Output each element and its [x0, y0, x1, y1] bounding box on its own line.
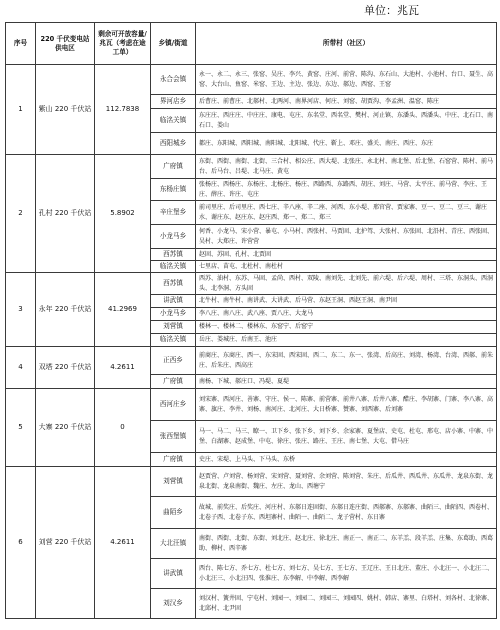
- capacity-table: [5, 22, 497, 619]
- table-row: [6, 467, 497, 497]
- table-container: [5, 22, 497, 628]
- town-name: 小龙马乡: [151, 225, 196, 249]
- substation-name: 刘营 220 千伏站: [36, 467, 95, 619]
- village-list: 前司里庄、后司里庄、西七庄、辛八座、辛二座、河西、东小堤、邢官营、贾家寨、豆一、豆二、豆三、谢庄水、谢庄东、赵庄东、赵庄西、郑一、郑二、郑三: [196, 201, 497, 225]
- town-name: 刘营镇: [151, 467, 196, 497]
- village-list: 史庄、宋堤、上马头、下马头、东桥: [196, 453, 497, 467]
- village-list: 赵贾营、卢刘营、杨刘营、宋刘营、聂刘营、余刘营、陈刘营、朱庄、后瓜井、西瓜井、东瓜井、龙泉东街、龙泉北街、龙泉南街、魏庄、左庄、龙山、西塘宁: [196, 467, 497, 497]
- substation-name: 孔村 220 千伏站: [36, 155, 95, 273]
- town-name: 曲陌乡: [151, 497, 196, 529]
- row-index: 1: [6, 65, 36, 155]
- town-name: 小龙马乡: [151, 308, 196, 321]
- town-name: 讲武镇: [151, 295, 196, 308]
- village-list: 永一、永二、永三、张窑、吴庄、李兴、黄窑、庄河、前营、陈沟、东石山、大池村、小池村、台口、聂生、高窑、大台山、鱼窑、米窑、王边、主边、张边、东边、郝边、西窑、王窑: [196, 65, 497, 95]
- town-name: 东杨庄镇: [151, 179, 196, 201]
- town-name: 辛庄堡乡: [151, 201, 196, 225]
- remaining-capacity: 112.7838: [95, 65, 151, 155]
- remaining-capacity: 0: [95, 389, 151, 467]
- village-list: 东庄庄、西庄庄、中庄庄、康电、屯庄、东名堂、西名堂、樊村、河止镇、东潘头、西潘头、中庄、北石口、南石口、娄山: [196, 109, 497, 133]
- town-name: 西苏镇: [151, 273, 196, 295]
- village-list: 北牛村、南牛村、南讲武、大讲武、后马营、东赵王洞、西赵王洞、南尹固: [196, 295, 497, 308]
- header-town: 乡镇/街道: [151, 23, 196, 65]
- unit-label: 单位：兆瓦: [364, 4, 419, 17]
- substation-name: 永年 220 千伏站: [36, 273, 95, 347]
- town-name: 刘营镇: [151, 321, 196, 334]
- row-index: 5: [6, 389, 36, 467]
- substation-name: 紫山 220 千伏站: [36, 65, 95, 155]
- table-row: [6, 347, 497, 375]
- town-name: 广府镇: [151, 453, 196, 467]
- village-list: 西台、陈七方、乔七方、杜七方、刘七方、吴七方、王七方、王辽庄、王日北庄、董庄、小北汪一、小北汪二、小北汪三、小北汪四、张淮庄、东李解、中李解、西李解: [196, 559, 497, 589]
- town-name: 临洺关镇: [151, 261, 196, 273]
- table-row: [6, 65, 497, 95]
- village-list: 西苏、油村、东苏、马固、孟尚、西村、双陵、南刘先、北刘先、前六堤、后六堤、周村、三塔、东洞头、西洞头、北李洞、方头固: [196, 273, 497, 295]
- substation-name: 大寨 220 千伏站: [36, 389, 95, 467]
- town-name: 张西堡镇: [151, 421, 196, 453]
- remaining-capacity: 4.2611: [95, 467, 151, 619]
- village-list: 何香、小龙马、宋小营、暴屯、小马村、西张村、马贾固、北护驾、大张村、东张固、北沿村、青庄、西张固、吴村、大郑庄、许营营: [196, 225, 497, 249]
- village-list: 都庄、东阳城、西阳城、南阳城、北阳城、代庄、靳上、邓庄、盛关、南庄、西庄、东庄: [196, 133, 497, 155]
- town-name: 广府镇: [151, 155, 196, 179]
- village-list: 张杨庄、西杨庄、东杨庄、北杨庄、杨庄、西路西、东路西、胡庄、刘庄、马营、太平庄、前马营、李庄、王庄、薛庄、许庄、屯庄: [196, 179, 497, 201]
- header-row: [6, 23, 497, 65]
- town-name: 西河庄乡: [151, 389, 196, 421]
- town-name: 讲武镇: [151, 559, 196, 589]
- town-name: 广府镇: [151, 375, 196, 389]
- row-index: 2: [6, 155, 36, 273]
- town-name: 永合会镇: [151, 65, 196, 95]
- town-name: 正西乡: [151, 347, 196, 375]
- town-name: 临洺关镇: [151, 109, 196, 133]
- village-list: 七里店、苗屯、北杜村、南杜村: [196, 261, 497, 273]
- header-villages: 所带村（社区）: [196, 23, 497, 65]
- village-list: 刘汉村、簧井固、宁屯村、刘园一、刘园二、刘园三、刘园四、姚村、韩店、寨里、白塔村、刘各村、北徐寨、北邱村、北尹固: [196, 589, 497, 619]
- row-index: 6: [6, 467, 36, 619]
- header-substation: 220 千伏变电站供电区: [36, 23, 95, 65]
- remaining-capacity: 41.2969: [95, 273, 151, 347]
- remaining-capacity: 5.8902: [95, 155, 151, 273]
- row-index: 4: [6, 347, 36, 389]
- village-list: 前商庄、东商庄、西一、东宋固、西宋固、西二、东二、东一、张湾、后高庄、刘湾、杨湾、台湾、西郝、前朱庄、后朱庄、西高庄: [196, 347, 497, 375]
- row-index: 3: [6, 273, 36, 347]
- village-list: 楼林一、楼林二、楼林东、东窑宁、后窑宁: [196, 321, 497, 334]
- town-name: 大北汪镇: [151, 529, 196, 559]
- table-row: [6, 155, 497, 179]
- table-row: [6, 273, 497, 295]
- town-name: 西阳城乡: [151, 133, 196, 155]
- village-list: 李八庄、南八庄、武八座、贾八庄、大龙马: [196, 308, 497, 321]
- village-list: 后曹庄、前曹庄、北郝村、北两河、南界河店、何庄、刘窑、胡贾沟、李孟洲、温窑、陈庄: [196, 95, 497, 109]
- village-list: 故城、前奖庄、后奖庄、河庄村、东郝日连固街、东郝日连庄街、西郝寨、东郝寨、曲陌三、曲陌四、西卷村、北卷子西、北卷子东、西坦寨村、曲陌一、曲陌二、龙子营村、东日寨: [196, 497, 497, 529]
- village-list: 马一、马二、马三、瞭一、卫下乡、张下乡、刘下乡、余家寨、夏堡店、史屯、杜屯、邢屯、店小寨、中寨、中堡、白湖寨、赵成堡、中屯、徐庄、张庄、路庄、王庄、南七堡、大屯、借马庄: [196, 421, 497, 453]
- village-list: 岳庄、娄城庄、后南王、池庄: [196, 334, 497, 347]
- town-name: 西苏镇: [151, 249, 196, 261]
- town-name: 刘汉乡: [151, 589, 196, 619]
- town-name: 临洺关镇: [151, 334, 196, 347]
- village-list: 刘宋寨、西河庄、善寨、守庄、侯一、陈寨、前营寨、前井八寨、后井八寨、醋庄、李胡寨、门寨、李八寨、高寨、旗庄、李井、刘杨、南河庄、北河庄、大日桥寨、赞寨、刘西寨、后刘寨: [196, 389, 497, 421]
- header-index: 序号: [6, 23, 36, 65]
- village-list: 赵固、苏固、孔村、北贾固: [196, 249, 497, 261]
- village-list: 东街、西街、南街、北街、三合村、相公庄、西大堤、北张庄、永北村、南北堡、后北堡、石窑营、陈村、前马台、后马台、吕堤、北马庄、黄屯: [196, 155, 497, 179]
- table-row: [6, 389, 497, 421]
- substation-name: 双塔 220 千伏站: [36, 347, 95, 389]
- town-name: 界河店乡: [151, 95, 196, 109]
- header-capacity: 剩余可开放容量/兆瓦（考虑在途工单）: [95, 23, 151, 65]
- village-list: 南杨、下城、郝庄口、冯堤、夏堤: [196, 375, 497, 389]
- village-list: 南街、西街、北街、东街、刘北庄、赵北庄、徐北庄、南正一、南正二、东羊羔、段羊羔、庄集、东葛助、西葛助、柳村、西辛寨: [196, 529, 497, 559]
- remaining-capacity: 4.2611: [95, 347, 151, 389]
